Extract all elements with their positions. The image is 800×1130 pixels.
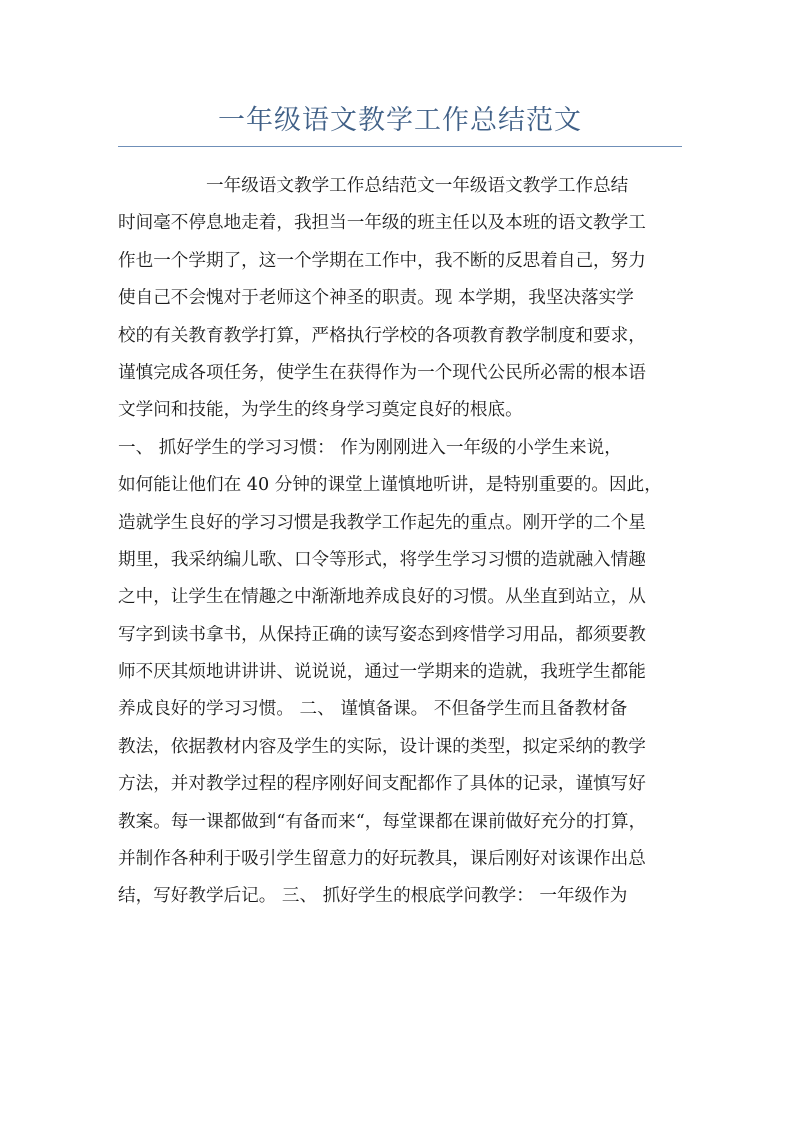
- paragraph-line: 一年级语文教学工作总结范文一年级语文教学工作总结: [206, 176, 629, 196]
- paragraph-line: 写字到读书拿书，从保持正确的读写姿态到疼惜学习用品，都须要教: [118, 624, 646, 645]
- paragraph-line: 养成良好的学习习惯。 二、 谨慎备课。 不但备学生而且备教材备: [118, 699, 628, 720]
- paragraph-line: 结，写好教学后记。 三、 抓好学生的根底学问教学： 一年级作为: [118, 886, 628, 907]
- paragraph-line: 校的有关教育教学打算，严格执行学校的各项教育教学制度和要求，: [118, 325, 646, 346]
- document-body: [118, 168, 684, 916]
- paragraph-line: 并制作各种利于吸引学生留意力的好玩教具，课后刚好对该课作出总: [118, 849, 646, 870]
- paragraph-line: 一、 抓好学生的学习习惯： 作为刚刚进入一年级的小学生来说，: [118, 437, 622, 458]
- paragraph-line: 文学问和技能，为学生的终身学习奠定良好的根底。: [118, 400, 523, 421]
- paragraph-line: 使自己不会愧对于老师这个神圣的职责。现 本学期，我坚决落实学: [118, 288, 634, 309]
- paragraph-line: 谨慎完成各项任务，使学生在获得作为一个现代公民所必需的根本语: [118, 362, 646, 383]
- paragraph-line: 时间毫不停息地走着，我担当一年级的班主任以及本班的语文教学工: [118, 213, 646, 234]
- title-divider: [118, 146, 682, 147]
- paragraph-line: 方法，并对教学过程的程序刚好间支配都作了具体的记录，谨慎写好: [118, 774, 646, 795]
- paragraph-line: 如何能让他们在 40 分钟的课堂上谨慎地听讲，是特别重要的。因此，: [118, 475, 662, 496]
- paragraph-line: 之中，让学生在情趣之中渐渐地养成良好的习惯。从坐直到站立，从: [118, 587, 646, 608]
- paragraph-line: 作也一个学期了，这一个学期在工作中，我不断的反思着自己，努力: [118, 250, 646, 271]
- paragraph-line: 教案。每一课都做到“有备而来“，每堂课都在课前做好充分的打算，: [118, 811, 647, 832]
- paragraph-line: 师不厌其烦地讲讲讲、说说说，通过一学期来的造就，我班学生都能: [118, 662, 646, 683]
- paragraph-line: 教法，依据教材内容及学生的实际，设计课的类型，拟定采纳的教学: [118, 736, 646, 757]
- paragraph-line: 造就学生良好的学习习惯是我教学工作起先的重点。刚开学的二个星: [118, 512, 646, 533]
- document-title: 一年级语文教学工作总结范文: [218, 105, 582, 136]
- paragraph-line: 期里，我采纳编儿歌、口令等形式，将学生学习习惯的造就融入情趣: [118, 549, 646, 570]
